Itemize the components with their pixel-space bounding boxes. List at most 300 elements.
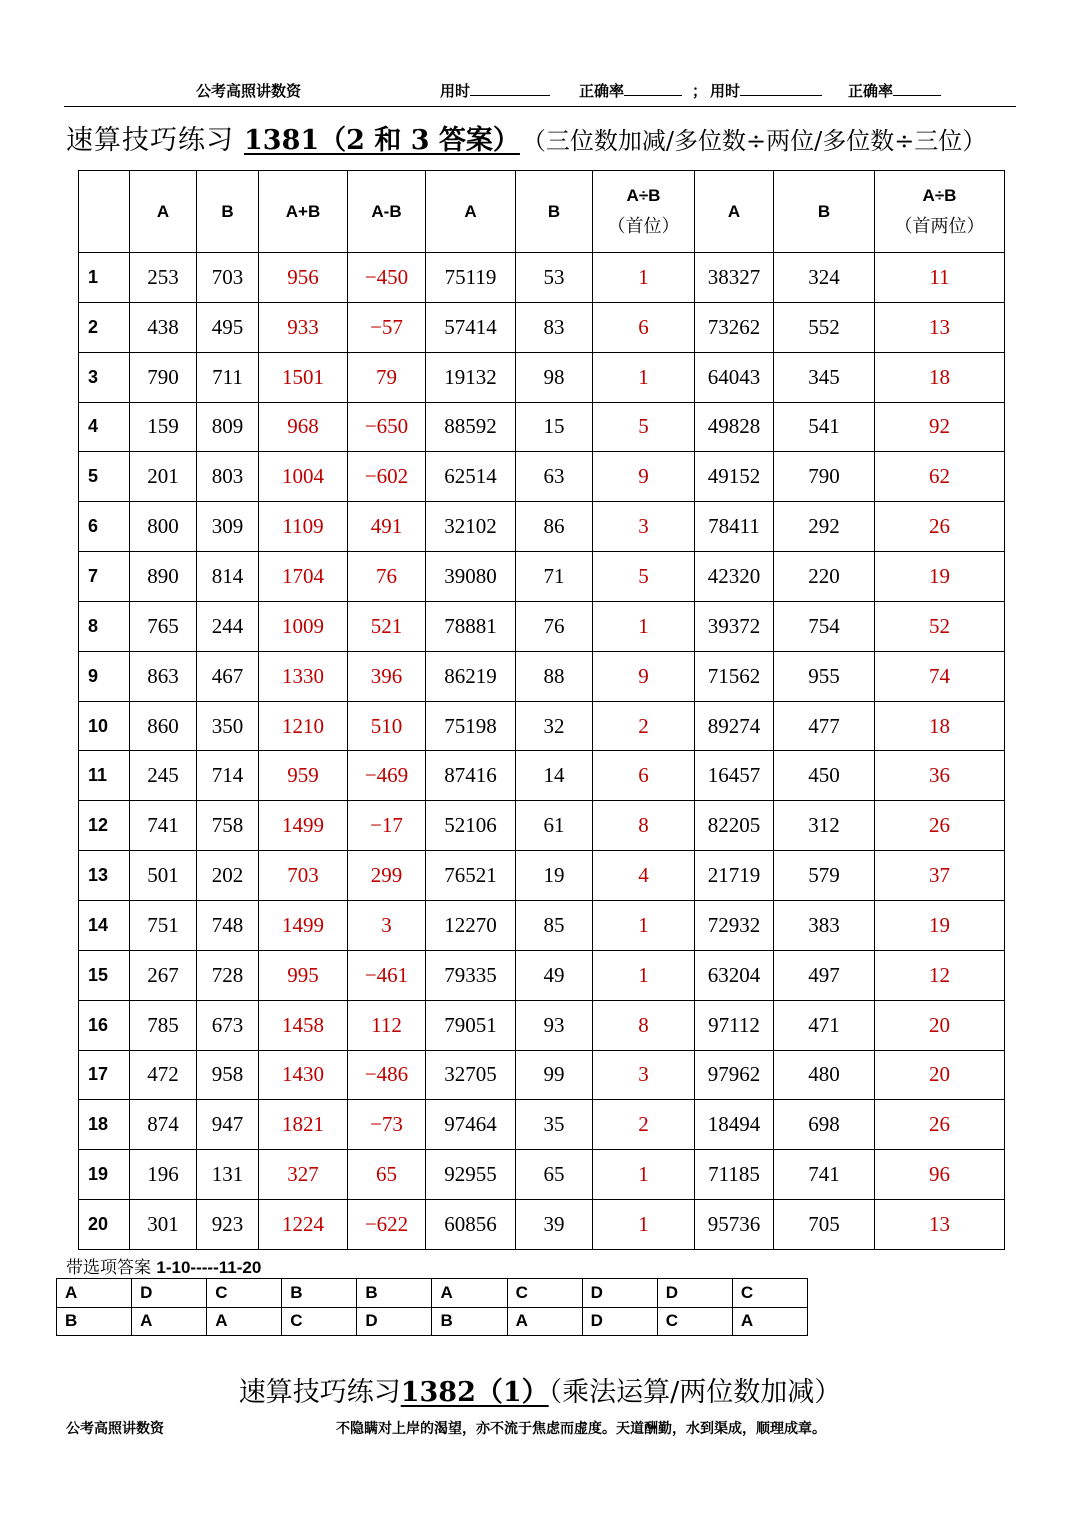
answer-cell: 1	[593, 950, 695, 1000]
answer-cell: 18	[875, 701, 1005, 751]
table-cell: 497	[774, 950, 875, 1000]
table-cell: 860	[130, 701, 197, 751]
column-header-label: B	[817, 201, 831, 221]
table-cell: 71562	[695, 651, 774, 701]
answer-cell: 13	[875, 1200, 1005, 1250]
answer-cell: 1	[593, 1200, 695, 1250]
answer-cell: 1224	[259, 1200, 348, 1250]
table-cell: 292	[774, 502, 875, 552]
answer-cell: −650	[348, 402, 426, 452]
answer-cell: 1	[593, 352, 695, 402]
table-cell: 472	[130, 1050, 197, 1100]
table-cell: 202	[197, 851, 259, 901]
option-cell: D	[582, 1307, 657, 1336]
answer-cell: −450	[348, 253, 426, 303]
option-cell: C	[507, 1279, 582, 1308]
column-header	[774, 171, 875, 253]
column-header-label: A÷B	[922, 185, 957, 205]
answer-cell: 65	[348, 1150, 426, 1200]
answer-cell: 1210	[259, 701, 348, 751]
table-cell: 790	[130, 352, 197, 402]
table-cell: 71185	[695, 1150, 774, 1200]
table-cell: 49152	[695, 452, 774, 502]
title-number: 1381（2 和 3 答案）	[244, 125, 520, 156]
table-cell: 63	[516, 452, 593, 502]
column-header	[426, 171, 516, 253]
table-cell: 758	[197, 801, 259, 851]
column-header-label: A÷B	[626, 185, 661, 205]
table-cell: 97112	[695, 1000, 774, 1050]
answer-cell: 37	[875, 851, 1005, 901]
time-label-1: 用时	[440, 82, 471, 100]
option-cell: A	[132, 1307, 207, 1336]
answer-cell: 26	[875, 1100, 1005, 1150]
table-cell: 88	[516, 651, 593, 701]
table-cell: 748	[197, 900, 259, 950]
answer-cell: 112	[348, 1000, 426, 1050]
table-cell: 131	[197, 1150, 259, 1200]
table-cell: 35	[516, 1100, 593, 1150]
answer-cell: −17	[348, 801, 426, 851]
time-blank-1	[470, 81, 550, 96]
column-header	[79, 171, 130, 253]
column-header-label: A+B	[285, 201, 321, 221]
option-cell: D	[357, 1307, 432, 1336]
row-index: 11	[79, 751, 130, 801]
accuracy-blank-2	[893, 81, 941, 96]
table-cell: 39	[516, 1200, 593, 1250]
option-cell: A	[207, 1307, 282, 1336]
table-cell: 438	[130, 302, 197, 352]
answer-cell: 96	[875, 1150, 1005, 1200]
table-cell: 790	[774, 452, 875, 502]
table-cell: 201	[130, 452, 197, 502]
option-cell: D	[657, 1279, 732, 1308]
option-cell: A	[507, 1307, 582, 1336]
table-row	[79, 452, 1005, 502]
header-divider	[64, 106, 1016, 107]
answer-cell: 4	[593, 851, 695, 901]
table-cell: 32	[516, 701, 593, 751]
option-cell: B	[357, 1279, 432, 1308]
row-index: 16	[79, 1000, 130, 1050]
table-cell: 86	[516, 502, 593, 552]
table-cell: 450	[774, 751, 875, 801]
table-cell: 52106	[426, 801, 516, 851]
answer-cell: 956	[259, 253, 348, 303]
answer-cell: 1501	[259, 352, 348, 402]
table-cell: 728	[197, 950, 259, 1000]
column-header-sublabel: （首两位）	[894, 215, 985, 237]
title-main: 速算技巧练习	[66, 125, 234, 156]
table-cell: 95736	[695, 1200, 774, 1250]
table-cell: 75119	[426, 253, 516, 303]
table-cell: 16457	[695, 751, 774, 801]
table-header-row	[79, 171, 1005, 253]
time-blank-2	[740, 81, 822, 96]
table-cell: 309	[197, 502, 259, 552]
answer-cell: 1430	[259, 1050, 348, 1100]
answer-cell: 521	[348, 601, 426, 651]
row-index: 1	[79, 253, 130, 303]
footer-source: 公考高照讲数资	[66, 1421, 164, 1437]
answer-cell: 9	[593, 452, 695, 502]
answer-cell: 19	[875, 552, 1005, 602]
row-index: 17	[79, 1050, 130, 1100]
table-cell: 78881	[426, 601, 516, 651]
answer-cell: 8	[593, 1000, 695, 1050]
answer-cell: 3	[593, 1050, 695, 1100]
answer-cell: 11	[875, 253, 1005, 303]
answer-cell: 5	[593, 552, 695, 602]
table-cell: 383	[774, 900, 875, 950]
column-header-label: A	[464, 201, 477, 221]
table-cell: 63204	[695, 950, 774, 1000]
answer-cell: 8	[593, 801, 695, 851]
table-cell: 39080	[426, 552, 516, 602]
table-row	[79, 1100, 1005, 1150]
table-cell: 579	[774, 851, 875, 901]
table-cell: 71	[516, 552, 593, 602]
option-cell: C	[207, 1279, 282, 1308]
row-index: 7	[79, 552, 130, 602]
table-cell: 705	[774, 1200, 875, 1250]
answer-table	[78, 170, 1005, 1250]
table-cell: 82205	[695, 801, 774, 851]
row-index: 15	[79, 950, 130, 1000]
column-header	[348, 171, 426, 253]
table-cell: 541	[774, 402, 875, 452]
table-row	[79, 502, 1005, 552]
table-row	[79, 900, 1005, 950]
table-cell: 480	[774, 1050, 875, 1100]
answer-cell: 959	[259, 751, 348, 801]
table-cell: 72932	[695, 900, 774, 950]
answer-cell: 327	[259, 1150, 348, 1200]
table-row	[79, 352, 1005, 402]
worksheet-header	[0, 80, 1080, 104]
column-header	[875, 171, 1005, 253]
answer-cell: 20	[875, 1050, 1005, 1100]
answer-cell: 1109	[259, 502, 348, 552]
header-separator: ；	[692, 82, 708, 100]
table-cell: 955	[774, 651, 875, 701]
table-cell: 220	[774, 552, 875, 602]
table-cell: 12270	[426, 900, 516, 950]
table-cell: 86219	[426, 651, 516, 701]
table-cell: 19132	[426, 352, 516, 402]
table-cell: 62514	[426, 452, 516, 502]
table-body	[79, 253, 1005, 1250]
options-table	[56, 1278, 808, 1336]
table-cell: 53	[516, 253, 593, 303]
table-cell: 477	[774, 701, 875, 751]
row-index: 20	[79, 1200, 130, 1250]
next-exercise-title	[0, 1370, 1080, 1409]
answer-cell: −602	[348, 452, 426, 502]
option-cell: C	[657, 1307, 732, 1336]
answer-cell: 62	[875, 452, 1005, 502]
table-cell: 76521	[426, 851, 516, 901]
row-index: 9	[79, 651, 130, 701]
answer-cell: 968	[259, 402, 348, 452]
answer-cell: 13	[875, 302, 1005, 352]
answer-cell: 6	[593, 751, 695, 801]
options-row	[57, 1279, 808, 1308]
answer-cell: 1458	[259, 1000, 348, 1050]
table-cell: 863	[130, 651, 197, 701]
table-cell: 49	[516, 950, 593, 1000]
next-title-main: 速算技巧练习	[238, 1377, 401, 1408]
column-header	[516, 171, 593, 253]
table-cell: 890	[130, 552, 197, 602]
table-cell: 78411	[695, 502, 774, 552]
table-row	[79, 1200, 1005, 1250]
row-index: 8	[79, 601, 130, 651]
table-cell: 61	[516, 801, 593, 851]
table-cell: 18494	[695, 1100, 774, 1150]
page-title	[66, 118, 1066, 157]
table-cell: 60856	[426, 1200, 516, 1250]
table-cell: 267	[130, 950, 197, 1000]
table-cell: 88592	[426, 402, 516, 452]
row-index: 5	[79, 452, 130, 502]
table-cell: 92955	[426, 1150, 516, 1200]
row-index: 10	[79, 701, 130, 751]
column-header-label: B	[221, 201, 234, 221]
next-title-number: 1382（1）	[400, 1377, 549, 1408]
table-cell: 93	[516, 1000, 593, 1050]
table-cell: 803	[197, 452, 259, 502]
row-index: 19	[79, 1150, 130, 1200]
answer-cell: 5	[593, 402, 695, 452]
answer-cell: −486	[348, 1050, 426, 1100]
answer-cell: 9	[593, 651, 695, 701]
accuracy-label-1: 正确率	[579, 82, 625, 100]
row-index: 12	[79, 801, 130, 851]
answer-cell: 1499	[259, 900, 348, 950]
table-cell: 809	[197, 402, 259, 452]
column-header-label: B	[547, 201, 561, 221]
table-cell: 21719	[695, 851, 774, 901]
table-cell: 14	[516, 751, 593, 801]
answer-cell: 491	[348, 502, 426, 552]
row-index: 13	[79, 851, 130, 901]
row-index: 18	[79, 1100, 130, 1150]
table-cell: 42320	[695, 552, 774, 602]
column-header-sublabel: （首位）	[607, 215, 680, 237]
answer-cell: 36	[875, 751, 1005, 801]
table-row	[79, 751, 1005, 801]
table-cell: 64043	[695, 352, 774, 402]
table-row	[79, 950, 1005, 1000]
table-cell: 99	[516, 1050, 593, 1100]
row-index: 4	[79, 402, 130, 452]
answer-cell: 2	[593, 1100, 695, 1150]
column-header-label: A	[727, 201, 741, 221]
answer-cell: 3	[593, 502, 695, 552]
answer-cell: −622	[348, 1200, 426, 1250]
table-cell: 75198	[426, 701, 516, 751]
time-field-2	[710, 80, 822, 101]
answer-cell: −73	[348, 1100, 426, 1150]
table-cell: 85	[516, 900, 593, 950]
option-cell: D	[132, 1279, 207, 1308]
table-cell: 253	[130, 253, 197, 303]
column-header	[197, 171, 259, 253]
answer-cell: 1330	[259, 651, 348, 701]
answer-cell: 19	[875, 900, 1005, 950]
answer-cell: 76	[348, 552, 426, 602]
table-cell: 947	[197, 1100, 259, 1150]
option-cell: D	[582, 1279, 657, 1308]
option-cell: A	[432, 1279, 507, 1308]
footer-motto: 不隐瞒对上岸的渴望，亦不流于焦虑而虚度。天道酬勤，水到渠成，顺理成章。	[336, 1421, 826, 1437]
answer-cell: 26	[875, 502, 1005, 552]
answer-cell: 1	[593, 253, 695, 303]
table-cell: 196	[130, 1150, 197, 1200]
answer-cell: 6	[593, 302, 695, 352]
table-cell: 159	[130, 402, 197, 452]
table-cell: 97962	[695, 1050, 774, 1100]
table-cell: 800	[130, 502, 197, 552]
table-cell: 501	[130, 851, 197, 901]
answer-cell: 396	[348, 651, 426, 701]
table-cell: 765	[130, 601, 197, 651]
table-row	[79, 601, 1005, 651]
answer-cell: 995	[259, 950, 348, 1000]
answer-cell: 2	[593, 701, 695, 751]
table-cell: 83	[516, 302, 593, 352]
table-cell: 73262	[695, 302, 774, 352]
answer-cell: −461	[348, 950, 426, 1000]
table-row	[79, 1050, 1005, 1100]
table-cell: 15	[516, 402, 593, 452]
table-cell: 76	[516, 601, 593, 651]
answer-cell: 12	[875, 950, 1005, 1000]
table-cell: 714	[197, 751, 259, 801]
option-cell: B	[432, 1307, 507, 1336]
answer-cell: 1704	[259, 552, 348, 602]
table-cell: 552	[774, 302, 875, 352]
table-cell: 324	[774, 253, 875, 303]
accuracy-field-2	[848, 80, 941, 101]
table-cell: 301	[130, 1200, 197, 1250]
table-row	[79, 651, 1005, 701]
table-cell: 57414	[426, 302, 516, 352]
table-row	[79, 1000, 1005, 1050]
row-index: 3	[79, 352, 130, 402]
table-cell: 703	[197, 253, 259, 303]
table-cell: 495	[197, 302, 259, 352]
option-cell: B	[282, 1279, 357, 1308]
next-title-subtitle: （乘法运算/两位数加减）	[548, 1377, 842, 1408]
answer-cell: 20	[875, 1000, 1005, 1050]
table-cell: 711	[197, 352, 259, 402]
answer-cell: 26	[875, 801, 1005, 851]
answer-cell: 74	[875, 651, 1005, 701]
table-cell: 350	[197, 701, 259, 751]
table-cell: 345	[774, 352, 875, 402]
table-cell: 673	[197, 1000, 259, 1050]
answer-cell: 933	[259, 302, 348, 352]
table-cell: 79335	[426, 950, 516, 1000]
answer-cell: 1	[593, 601, 695, 651]
options-label	[66, 1253, 261, 1278]
answer-cell: −469	[348, 751, 426, 801]
answer-cell: 1821	[259, 1100, 348, 1150]
table-cell: 39372	[695, 601, 774, 651]
answer-cell: 1004	[259, 452, 348, 502]
table-cell: 923	[197, 1200, 259, 1250]
table-cell: 244	[197, 601, 259, 651]
time-field-1	[440, 80, 550, 101]
answer-cell: 1	[593, 1150, 695, 1200]
table-cell: 65	[516, 1150, 593, 1200]
table-cell: 79051	[426, 1000, 516, 1050]
title-subtitle: （三位数加减/多位数÷两位/多位数÷三位）	[533, 127, 987, 155]
answer-cell: 18	[875, 352, 1005, 402]
answer-cell: 92	[875, 402, 1005, 452]
table-cell: 49828	[695, 402, 774, 452]
table-cell: 87416	[426, 751, 516, 801]
column-header	[130, 171, 197, 253]
answer-cell: 3	[348, 900, 426, 950]
column-header	[259, 171, 348, 253]
accuracy-label-2: 正确率	[848, 82, 894, 100]
column-header	[593, 171, 695, 253]
table-cell: 98	[516, 352, 593, 402]
column-header-label: A-B	[371, 201, 402, 221]
answer-cell: 1	[593, 900, 695, 950]
table-cell: 471	[774, 1000, 875, 1050]
table-cell: 814	[197, 552, 259, 602]
table-cell: 89274	[695, 701, 774, 751]
table-row	[79, 701, 1005, 751]
answer-cell: 1499	[259, 801, 348, 851]
table-row	[79, 402, 1005, 452]
answer-cell: 510	[348, 701, 426, 751]
column-header-label: A	[156, 201, 170, 221]
table-row	[79, 552, 1005, 602]
options-range: 1-10-----11-20	[156, 1258, 262, 1277]
table-cell: 698	[774, 1100, 875, 1150]
table-row	[79, 302, 1005, 352]
table-cell: 751	[130, 900, 197, 950]
header-source: 公考高照讲数资	[196, 82, 302, 100]
options-label-text: 带选项答案	[66, 1258, 151, 1278]
answer-cell: 79	[348, 352, 426, 402]
time-label-2: 用时	[710, 82, 741, 100]
option-cell: A	[57, 1279, 132, 1308]
answer-cell: 1009	[259, 601, 348, 651]
table-cell: 245	[130, 751, 197, 801]
table-row	[79, 801, 1005, 851]
accuracy-field-1	[579, 80, 682, 101]
option-cell: C	[732, 1279, 807, 1308]
table-cell: 741	[130, 801, 197, 851]
table-cell: 467	[197, 651, 259, 701]
table-row	[79, 851, 1005, 901]
table-cell: 958	[197, 1050, 259, 1100]
answer-cell: 299	[348, 851, 426, 901]
table-cell: 97464	[426, 1100, 516, 1150]
answer-cell: 703	[259, 851, 348, 901]
table-cell: 312	[774, 801, 875, 851]
table-cell: 38327	[695, 253, 774, 303]
table-row	[79, 253, 1005, 303]
table-cell: 32102	[426, 502, 516, 552]
